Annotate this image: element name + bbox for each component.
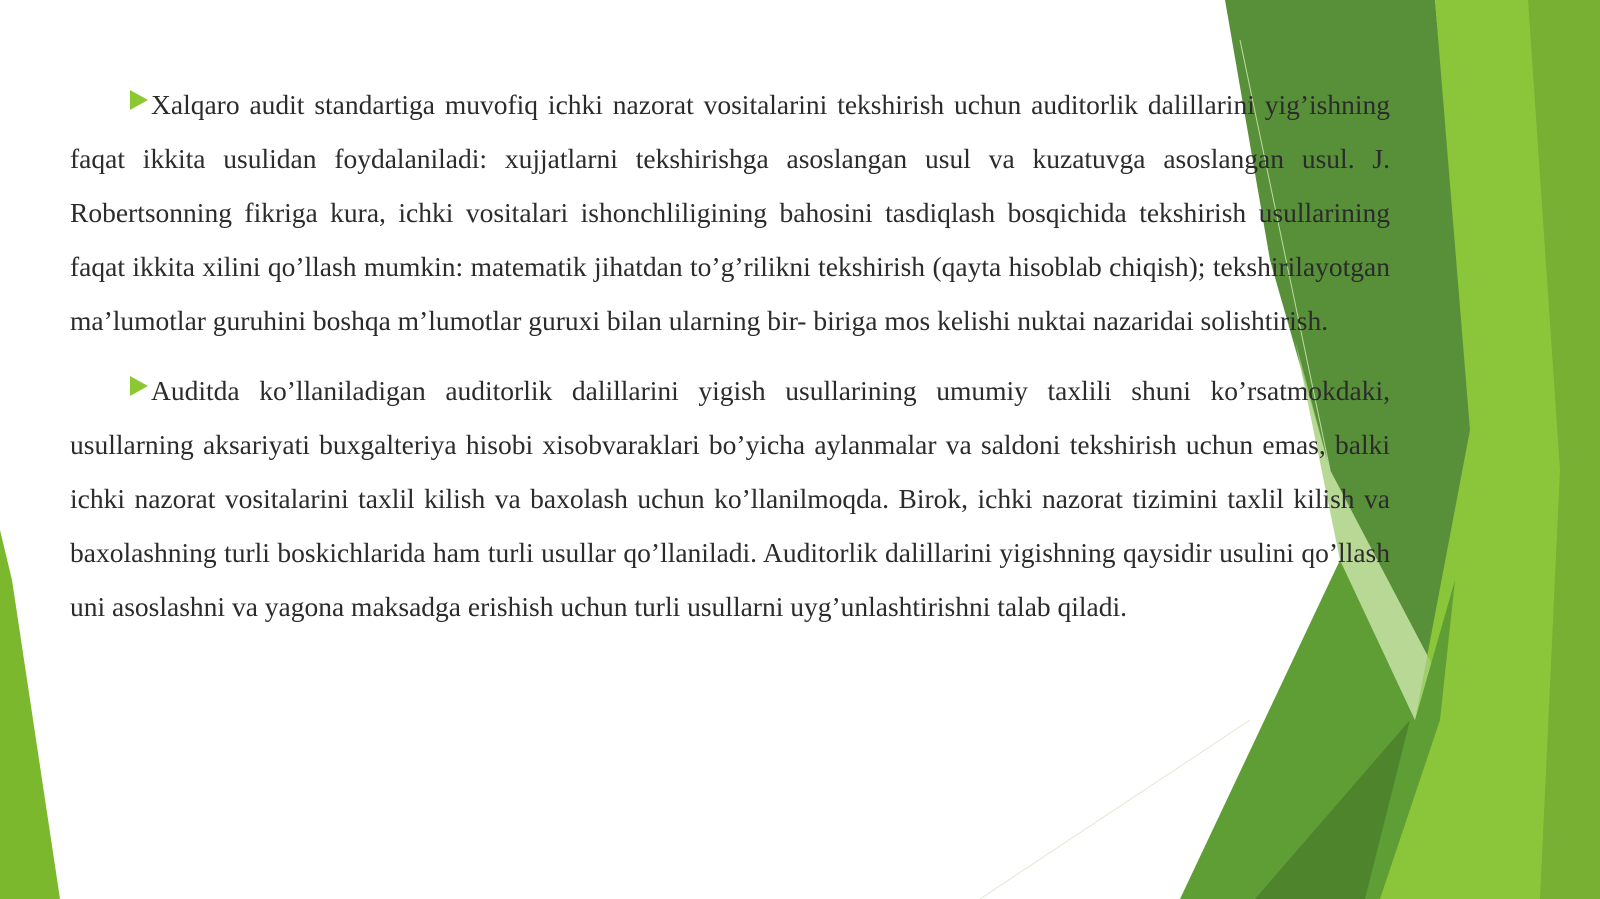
paragraph-2-text: Auditda ko’llaniladigan auditorlik dalillarini yigish usullarining umumiy taxlili shuni ko’rsatmokdaki, usullarning aksariyati buxgalteriya hisobi xisobvaraklari bo’yicha aylanmalar va saldoni tekshirish uchun emas, balki ichki nazorat vositalarini taxlil kilish va baxolash uchun ko’llanilmoqda. Birok, ichki nazorat tizimini taxlil kilish va baxolashning turli boskichlarida ham turli usullar qo’llaniladi. Auditorlik dalillarini yigishning qaysidir usulini qo’llash uni asoslashni va yagona maksadga erishish uchun turli usullarni uyg’unlashtirishni talab qiladi.	[70, 375, 1390, 622]
triangle-bullet-icon	[130, 90, 148, 110]
slide-body-text	[70, 78, 1390, 650]
paragraph-1	[70, 78, 1390, 348]
paragraph-1-text: Xalqaro audit standartiga muvofiq ichki nazorat vositalarini tekshirish uchun auditorlik dalillarini yig’ishning faqat ikkita usulidan foydalaniladi: xujjatlarni tekshirishga asoslangan usul va kuzatuvga asoslangan usul. J. Robertsonning fikriga kura, ichki vositalari ishonchliligining bahosini tasdiqlash bosqichida tekshirish usullarining faqat ikkita xilini qo’llash mumkin: matematik jihatdan to’g’rilikni tekshirish (qayta hisoblab chiqish); tekshirilayotgan ma’lumotlar guruhini boshqa m’lumotlar guruxi bilan ularning bir- biriga mos kelishi nuktai nazaridai solishtirish.	[70, 89, 1390, 336]
paragraph-2	[70, 364, 1390, 634]
triangle-bullet-icon	[130, 376, 148, 396]
left-green-sliver	[0, 530, 60, 899]
